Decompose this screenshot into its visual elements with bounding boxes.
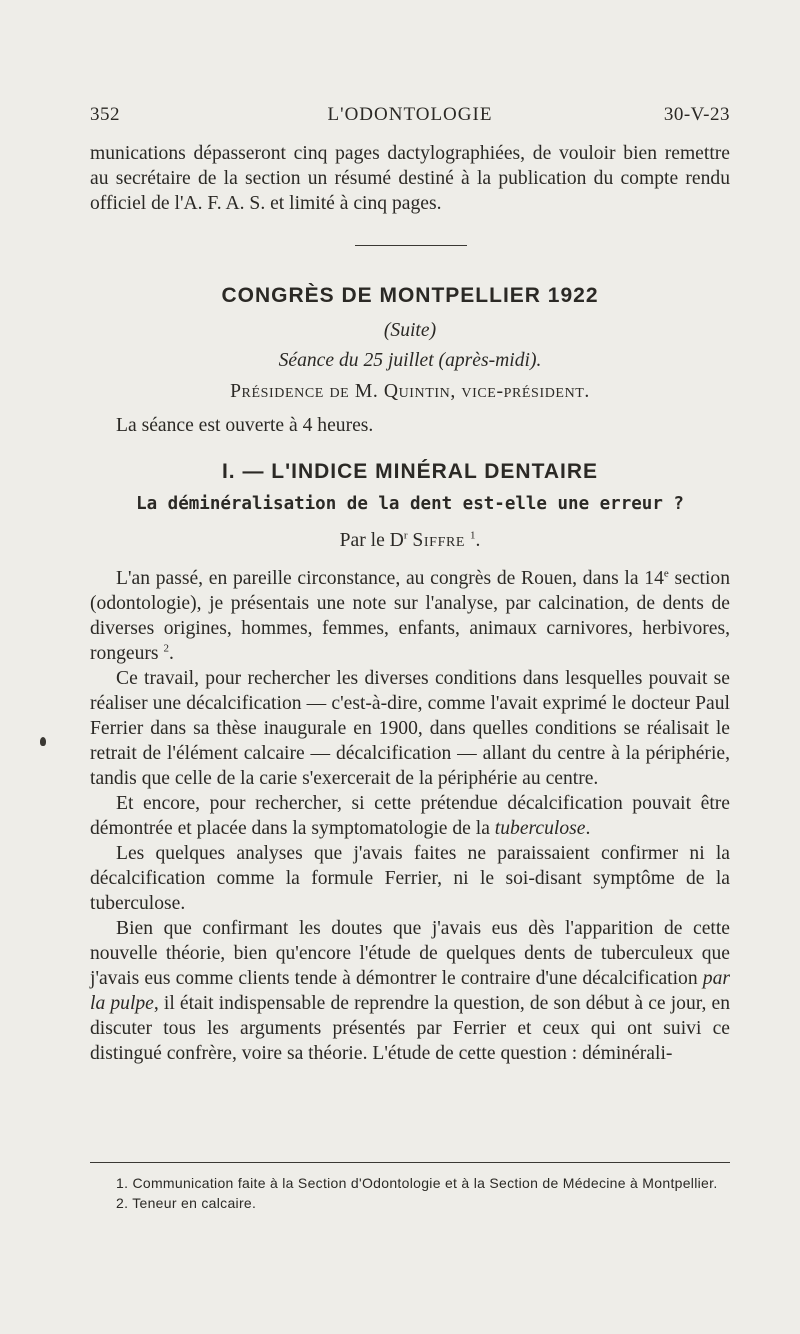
journal-title: L'ODONTOLOGIE bbox=[327, 104, 493, 125]
margin-mark-icon bbox=[40, 737, 46, 746]
continued-note: (Suite) bbox=[383, 320, 437, 341]
article-body bbox=[90, 566, 730, 1066]
paragraph-1: L'an passé, en pareille circonstance, au congrès de Rouen, dans la 14e section (odontologie), je présentais une note sur l'analyse, par calcination, de dents de diverses origines, hommes, femmes, enfants, animaux carnivores, herbivores, rongeurs $^2$. bbox=[90, 567, 730, 664]
section-subtitle: La déminéralisation de la dent est-elle une erreur ? bbox=[136, 494, 684, 514]
author-name: Siffre bbox=[412, 530, 466, 551]
presidency-line: Présidence de M. Quintin, vice-président. bbox=[230, 381, 590, 402]
footnotes bbox=[90, 1174, 730, 1213]
paragraph-2: Ce travail, pour rechercher les diverses conditions dans lesquelles pouvait se réaliser une décalcification — c'est-à-dire, comme l'avait exprimé le docteur Paul Ferrier dans sa thèse inaugurale en 1900, dans quelles conditions se réalisait le retrait de l'élément calcaire — décalcification — allant du centre à la périphérie, tandis que celle de la carie s'exercerait de la périphérie au centre. bbox=[90, 668, 730, 789]
section-title: I. — L'INDICE MINÉRAL DENTAIRE bbox=[221, 460, 599, 483]
paragraph-5: Bien que confirmant les doutes que j'avais eus dès l'apparition de cette nouvelle théorie, bien qu'encore l'étude de quelques dents de tuberculeux que j'avais eus comme clients tende à démontrer le contraire d'une décalcification par la pulpe, il était indispensable de reprendre la question, de son début à ce jour, en discuter tous les arguments présentés par Ferrier et ceux qui ont suivi ce distingué confrère, voire sa théorie. L'étude de cette question : déminérali- bbox=[90, 918, 731, 1064]
issue-date: 30-V-23 bbox=[663, 104, 730, 125]
continuation-paragraph bbox=[90, 141, 730, 216]
congress-title: CONGRÈS DE MONTPELLIER 1922 bbox=[221, 284, 599, 307]
running-header bbox=[90, 104, 730, 130]
session-opening: La séance est ouverte à 4 heures. bbox=[116, 415, 374, 436]
footnote-1: 1. Communication faite à la Section d'Odontologie et à la Section de Médecine à Montpellier. bbox=[116, 1175, 718, 1191]
footnote-2: 2. Teneur en calcaire. bbox=[116, 1194, 257, 1211]
footnote-ref-2: 2 bbox=[163, 642, 169, 655]
paragraph-4: Les quelques analyses que j'avais faites ne paraissaient confirmer ni la décalcification comme la formule Ferrier, ni le soi-disant symptôme de la tuberculose. bbox=[90, 843, 730, 914]
footnote-ref-1: 1 bbox=[469, 529, 476, 542]
continuation-text: munications dépasseront cinq pages dactylographiées, de vouloir bien remettre au secrétaire de la section un résumé destiné à la publication du compte rendu officiel de l'A. F. A. S. et limité à cinq pages. bbox=[90, 143, 730, 214]
author-line: Par le $D^r$ Siffre $^1$. bbox=[339, 529, 481, 551]
section-divider bbox=[355, 245, 467, 246]
session-line: Séance du 25 juillet (après-midi). bbox=[278, 350, 542, 371]
page-number: 352 bbox=[90, 104, 120, 125]
footnote-divider bbox=[90, 1162, 730, 1163]
paragraph-3: Et encore, pour rechercher, si cette prétendue décalcification pouvait être démontrée et placée dans la symptomatologie de la tuberculose. bbox=[90, 793, 730, 839]
